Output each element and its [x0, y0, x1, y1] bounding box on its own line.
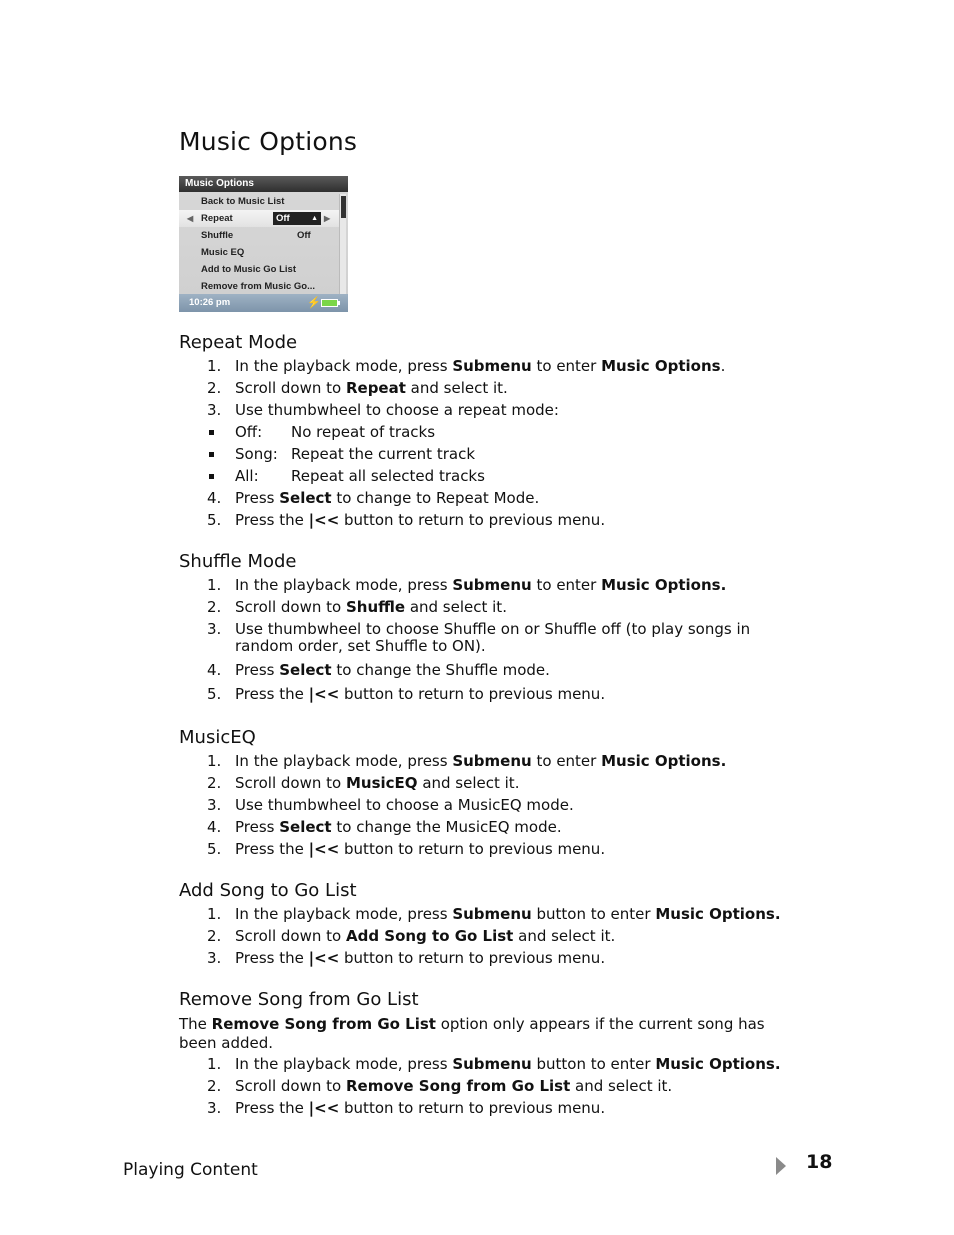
step-item: 1. In the playback mode, press Submenu to enter Music Options.: [207, 752, 727, 770]
section-remove-song-go-list: [179, 990, 829, 1122]
section-heading: Repeat Mode: [179, 332, 298, 353]
arrow-left-icon: ◀: [187, 214, 194, 223]
screen-menu-item: Add to Music Go List: [201, 264, 296, 275]
charging-bolt-icon: ⚡: [307, 297, 321, 309]
section-heading: Add Song to Go List: [179, 880, 357, 901]
screen-scrollbar: [339, 194, 346, 294]
screen-menu-item: Shuffle Off: [201, 230, 311, 241]
section-musiceq: [179, 728, 829, 863]
step-item: 5. Press the |<< button to return to previous menu.: [207, 511, 606, 529]
step-list: [179, 753, 829, 858]
step-item: 1. In the playback mode, press Submenu to enter Music Options.: [207, 576, 727, 594]
screen-menu-item: Back to Music List: [201, 196, 285, 207]
bullet-item: Song: Repeat the current track: [179, 446, 829, 463]
step-list: [179, 358, 829, 529]
screen-menu-item: Music EQ: [201, 247, 245, 258]
bullet-item: Off: No repeat of tracks: [179, 424, 829, 441]
step-item: 3. Use thumbwheel to choose a repeat mode: Off: No repeat of tracks Song: Repeat the current track All: Repeat all selected tracks: [179, 402, 829, 485]
screen-status-bar: [179, 294, 348, 312]
screen-header: Music Options: [179, 176, 348, 192]
repeat-value-box: Off ▲: [273, 212, 321, 225]
step-item: 2. Scroll down to Shuffle and select it.: [207, 598, 507, 616]
step-item: 5. Press the |<< button to return to previous menu.: [207, 840, 606, 858]
step-list: [179, 1056, 829, 1117]
scroll-thumb: [341, 196, 346, 218]
screen-menu-item: Remove from Music Go...: [201, 281, 316, 292]
step-item: 4. Press Select to change to Repeat Mode.: [207, 489, 540, 507]
bullet-item: All: Repeat all selected tracks: [179, 468, 829, 485]
step-item: 2. Scroll down to Repeat and select it.: [207, 379, 508, 397]
step-list: [179, 906, 829, 967]
page-title: Music Options: [179, 127, 358, 156]
step-list: [179, 577, 829, 703]
step-item: 3. Press the |<< button to return to previous menu.: [207, 949, 606, 967]
repeat-mode-options: [179, 424, 829, 485]
screen-menu-item-selected: ◀ Repeat Off ▲ ▶: [179, 210, 339, 227]
battery-icon: [321, 299, 338, 307]
screen-time: 10:26 pm: [189, 297, 231, 308]
footer-arrow-icon: [776, 1157, 786, 1175]
step-item: 2. Scroll down to Add Song to Go List and select it.: [207, 927, 616, 945]
section-heading: MusicEQ: [179, 727, 256, 748]
music-options-screenshot: [179, 176, 348, 312]
section-shuffle-mode: [179, 552, 829, 708]
section-intro: The Remove Song from Go List option only appears if the current song has been added.: [179, 1015, 765, 1052]
arrow-right-icon: ▶: [324, 214, 331, 223]
section-heading: Remove Song from Go List: [179, 989, 419, 1010]
step-item: 4. Press Select to change the MusicEQ mode.: [207, 818, 562, 836]
section-add-song-go-list: [179, 881, 829, 972]
step-item: 2. Scroll down to Remove Song from Go List and select it.: [207, 1077, 673, 1095]
page-number: 18: [806, 1151, 833, 1173]
step-item: 1. In the playback mode, press Submenu to enter Music Options.: [207, 357, 726, 375]
up-down-arrows-icon: ▲: [311, 215, 318, 222]
step-item: 1. In the playback mode, press Submenu button to enter Music Options.: [207, 1055, 781, 1073]
step-item: 3. Press the |<< button to return to previous menu.: [207, 1099, 606, 1117]
step-item: 3. Use thumbwheel to choose a MusicEQ mode.: [207, 796, 574, 814]
section-heading: Shuffle Mode: [179, 551, 297, 572]
section-repeat-mode: [179, 333, 829, 534]
step-item: 2. Scroll down to MusicEQ and select it.: [207, 774, 520, 792]
footer-section-label: Playing Content: [123, 1160, 258, 1180]
step-item: 4. Press Select to change the Shuffle mode.: [207, 661, 550, 679]
step-item: 3. Use thumbwheel to choose Shuffle on or Shuffle off (to play songs in random order, set Shuffle to ON).: [207, 620, 751, 655]
step-item: 5. Press the |<< button to return to previous menu.: [207, 685, 606, 703]
step-item: 1. In the playback mode, press Submenu button to enter Music Options.: [207, 905, 781, 923]
